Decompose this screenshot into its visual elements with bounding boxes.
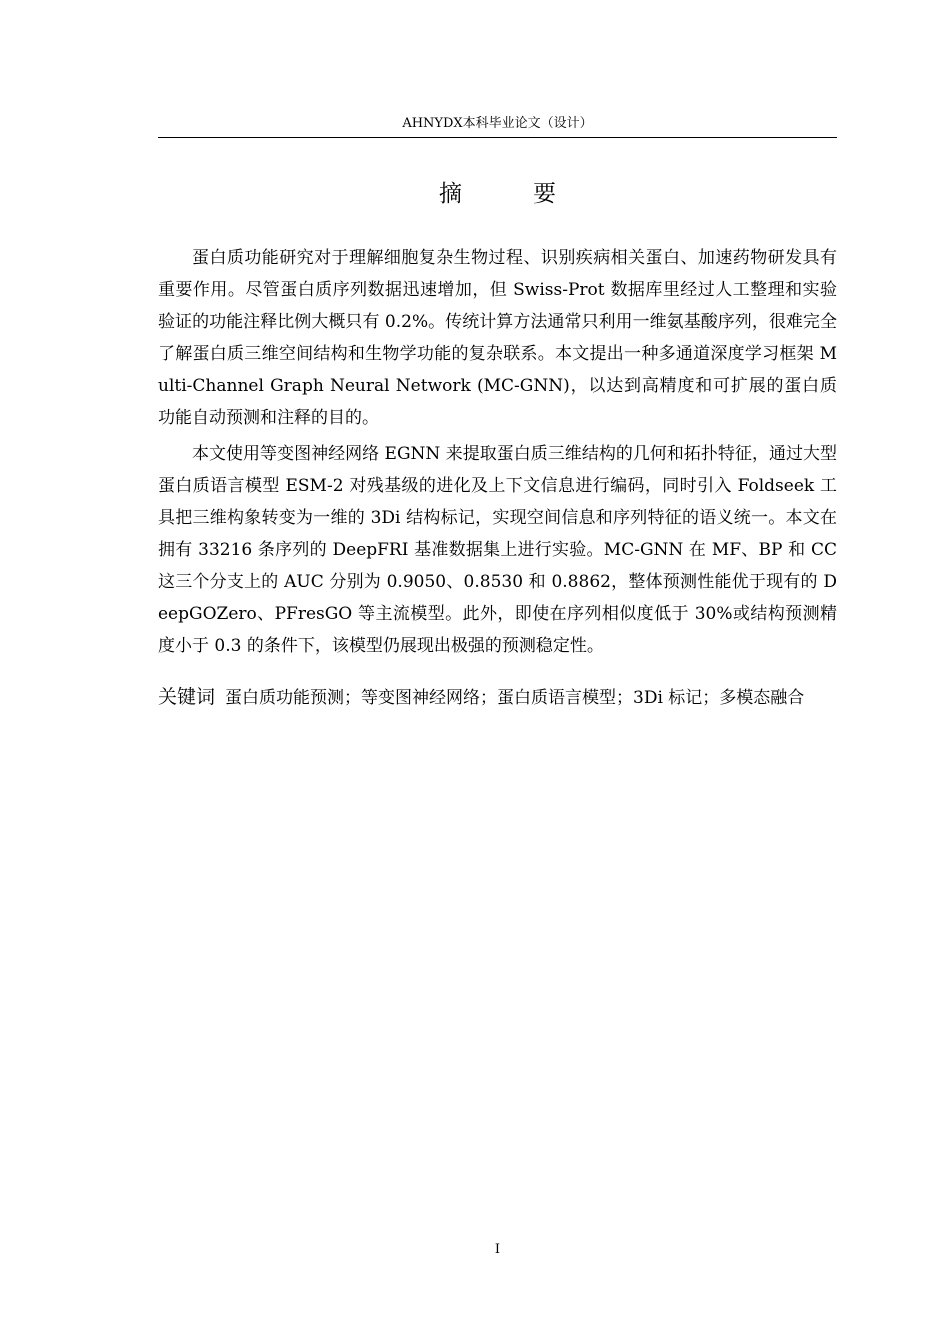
abstract-paragraph-2: 本文使用等变图神经网络 EGNN 来提取蛋白质三维结构的几何和拓扑特征，通过大型蛋白质语言模型 ESM-2 对残基级的进化及上下文信息进行编码，同时引入 Foldseek 工具把三维构象转变为一维的 3Di 结构标记，实现空间信息和序列特征的语义统一。本文在拥有 33216 条序列的 DeepFRI 基准数据集上进行实验。MC-GNN 在 MF、BP 和 CC 这三个分支上的 AUC 分别为 0.9050、0.8530 和 0.8862，整体预测性能优于现有的 DeepGOZero、PFresGO 等主流模型。此外，即使在序列相似度低于 30%或结构预测精度小于 0.3 的条件下，该模型仍展现出极强的预测稳定性。 — [158, 444, 837, 656]
keywords-label: 关键词 — [158, 686, 216, 708]
keywords-text: 蛋白质功能预测；等变图神经网络；蛋白质语言模型；3Di 标记；多模态融合 — [225, 688, 805, 708]
abstract-body — [158, 242, 837, 713]
header-rule — [158, 137, 837, 138]
page-title: 摘 要 — [439, 181, 580, 207]
keywords-line — [158, 682, 837, 713]
page-number: I — [494, 1242, 501, 1257]
running-header: AHNYDX本科毕业论文（设计） — [402, 116, 593, 131]
abstract-paragraph-1: 蛋白质功能研究对于理解细胞复杂生物过程、识别疾病相关蛋白、加速药物研发具有重要作用。尽管蛋白质序列数据迅速增加，但 Swiss-Prot 数据库里经过人工整理和实验验证的功能注释比例大概只有 0.2%。传统计算方法通常只利用一维氨基酸序列，很难完全了解蛋白质三维空间结构和生物学功能的复杂联系。本文提出一种多通道深度学习框架 Multi-Channel Graph Neural Network (MC-GNN)，以达到高精度和可扩展的蛋白质功能自动预测和注释的目的。 — [158, 248, 837, 428]
